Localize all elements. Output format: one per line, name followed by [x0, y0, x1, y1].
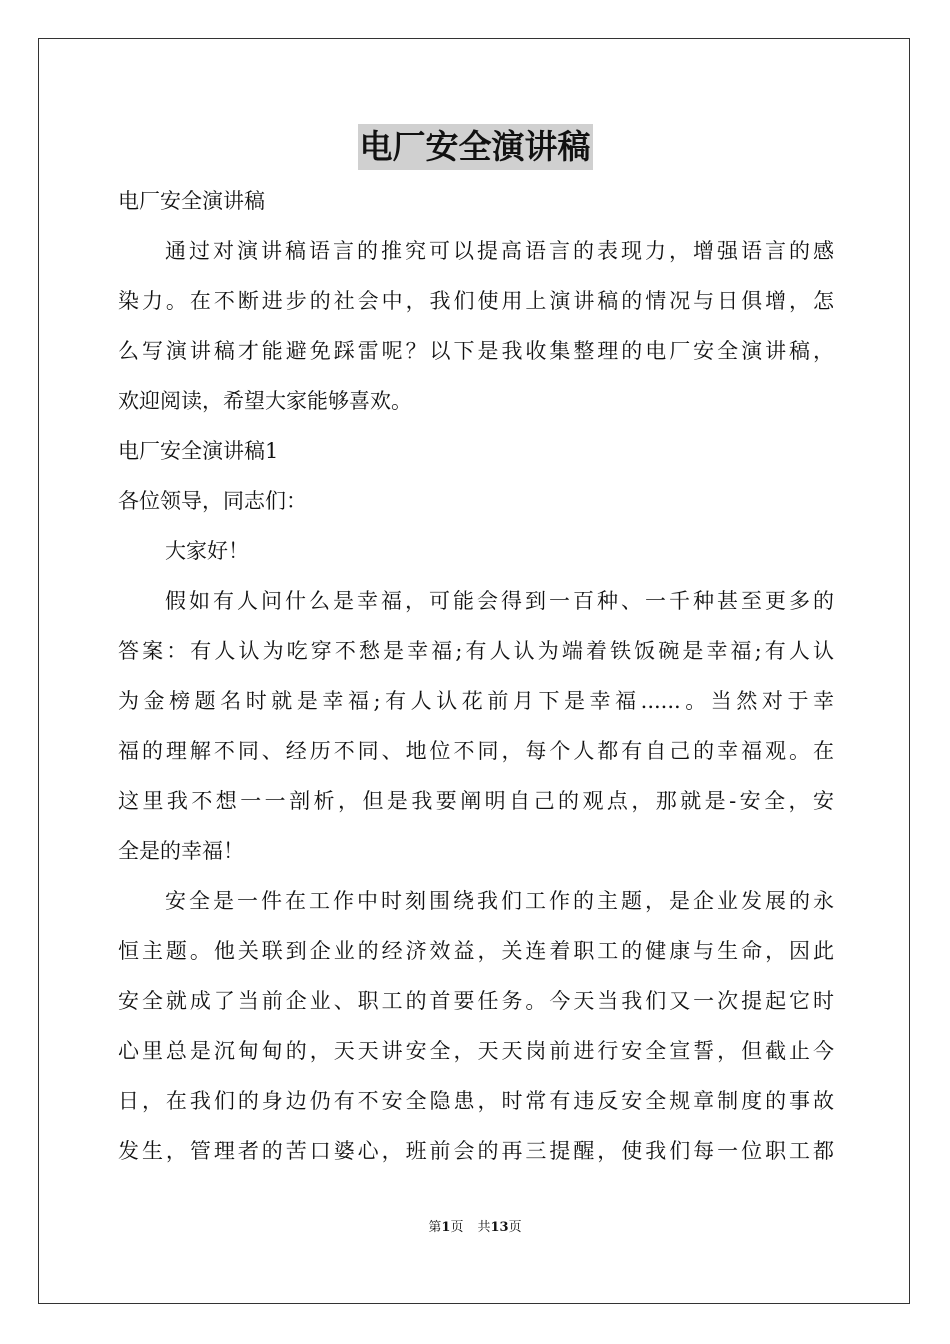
- footer-page-prefix: 第: [428, 1220, 442, 1235]
- text-line: 恒主题。他关联到企业的经济效益，关连着职工的健康与生命，因此: [118, 939, 834, 963]
- footer-page-suffix: 页: [450, 1220, 464, 1235]
- document-title: 电厂安全演讲稿: [358, 124, 593, 170]
- text-line: 安全是一件在工作中时刻围绕我们工作的主题，是企业发展的永: [165, 889, 834, 913]
- text-line: 心里总是沉甸甸的，天天讲安全，天天岗前进行安全宣誓，但截止今: [118, 1039, 834, 1063]
- text-line: 这里我不想一一剖析，但是我要阐明自己的观点，那就是-安全，安: [118, 789, 834, 813]
- text-line: 大家好！: [165, 539, 249, 563]
- title-wrap: [0, 124, 950, 170]
- footer-total-prefix: 共: [477, 1220, 491, 1235]
- text-line: 电厂安全演讲稿1: [118, 439, 279, 463]
- footer-page-number: 1: [441, 1220, 451, 1235]
- text-line: 发生，管理者的苦口婆心，班前会的再三提醒，使我们每一位职工都: [118, 1139, 834, 1163]
- footer-total-suffix: 页: [508, 1220, 522, 1235]
- text-line: 福的理解不同、经历不同、地位不同，每个人都有自己的幸福观。在: [118, 739, 834, 763]
- text-line: 为金榜题名时就是幸福;有人认花前月下是幸福......。当然对于幸: [118, 689, 834, 713]
- text-line: 答案：有人认为吃穿不愁是幸福;有人认为端着铁饭碗是幸福;有人认: [118, 639, 834, 663]
- page-footer: [0, 1218, 950, 1238]
- text-line: 染力。在不断进步的社会中，我们使用上演讲稿的情况与日俱增，怎: [118, 289, 834, 313]
- text-line: 欢迎阅读，希望大家能够喜欢。: [118, 389, 412, 413]
- text-line: 电厂安全演讲稿: [118, 189, 265, 213]
- text-line: 通过对演讲稿语言的推究可以提高语言的表现力，增强语言的感: [165, 239, 834, 263]
- text-line: 么写演讲稿才能避免踩雷呢？以下是我收集整理的电厂安全演讲稿，: [118, 339, 834, 363]
- text-line: 日，在我们的身边仍有不安全隐患，时常有违反安全规章制度的事故: [118, 1089, 834, 1113]
- text-line: 全是的幸福！: [118, 839, 244, 863]
- text-line: 各位领导，同志们：: [118, 489, 307, 513]
- document-body: [118, 176, 834, 1176]
- text-line: 安全就成了当前企业、职工的首要任务。今天当我们又一次提起它时: [118, 989, 834, 1013]
- footer-total-number: 13: [490, 1220, 509, 1235]
- text-line: 假如有人问什么是幸福，可能会得到一百种、一千种甚至更多的: [165, 589, 834, 613]
